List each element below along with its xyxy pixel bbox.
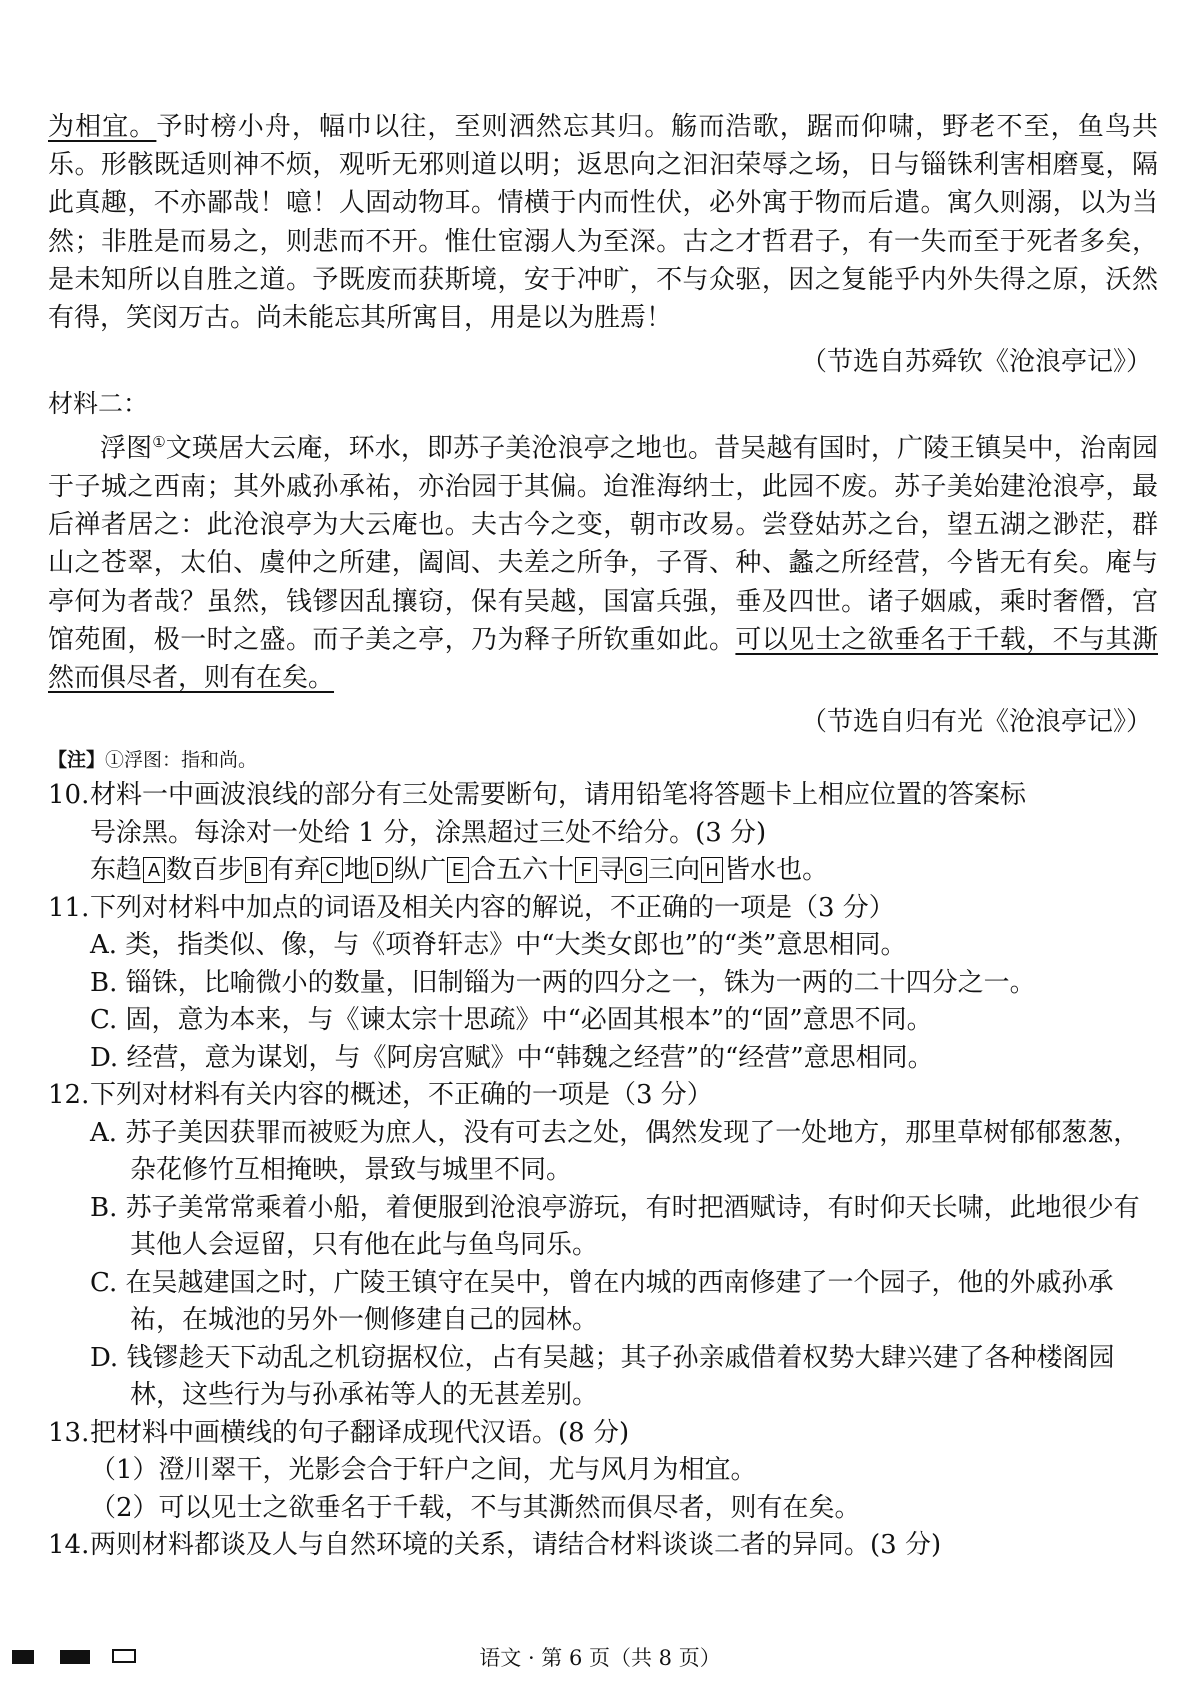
question-stem: 两则材料都谈及人与自然环境的关系，请结合材料谈谈二者的异同。(3 分) xyxy=(90,1530,942,1561)
answer-box-g[interactable]: G xyxy=(625,857,647,883)
question-number: 11. xyxy=(48,892,90,923)
option-d: D. 经营，意为谋划，与《阿房宫赋》中“韩魏之经营”的“经营”意思相同。 xyxy=(90,1042,934,1073)
segment-text: 数百步 xyxy=(166,855,245,886)
question-12 xyxy=(48,1077,1158,1115)
question-number: 13. xyxy=(48,1417,90,1448)
material1-paragraph xyxy=(48,108,1158,337)
footnote-marker: ① xyxy=(152,433,166,452)
answer-box-c[interactable]: C xyxy=(321,857,343,883)
answer-box-d[interactable]: D xyxy=(371,857,393,883)
segment-text: 东趋 xyxy=(90,855,143,886)
segment-text: 皆水也。 xyxy=(724,855,829,886)
translation-item-1: （1）澄川翠干，光影会合于轩户之间，尤与风月为相宜。 xyxy=(90,1455,757,1486)
footnote xyxy=(48,745,1158,775)
page-number: 语文 · 第 6 页（共 8 页） xyxy=(479,1646,721,1670)
option-d: D. 钱镠趁天下动乱之机窃据权位，占有吴越；其子孙亲戚借着权势大肆兴建了各种楼阁园林，这些行为与孙承祐等人的无甚差别。 xyxy=(90,1342,1115,1411)
answer-box-a[interactable]: A xyxy=(143,857,165,883)
material2-paragraph xyxy=(48,423,1158,697)
segment-text: 纵广 xyxy=(394,855,447,886)
question-13 xyxy=(48,1415,1158,1453)
question-14 xyxy=(48,1527,1158,1565)
question-stem: 下列对材料中加点的词语及相关内容的解说，不正确的一项是（3 分） xyxy=(90,892,895,923)
question-10 xyxy=(48,777,1158,815)
answer-box-b[interactable]: B xyxy=(245,857,267,883)
question-number: 12. xyxy=(48,1080,90,1111)
underlined-sentence-end: 为相宜。 xyxy=(48,112,157,142)
material1-text: 予时榜小舟，幅巾以往，至则洒然忘其归。觞而浩歌，踞而仰啸，野老不至，鱼鸟共乐。形骸既适则神不烦，观听无邪则道以明；返思向之汩汩荣辱之场，日与锱铢利害相磨戛，隔此真趣，不亦鄙哉！噫！人固动物耳。情横于内而性伏，必外寓于物而后遣。寓久则溺，以为当然；非胜是而易之，则悲而不开。惟仕宦溺人为至深。古之才哲君子，有一失而至于死者多矣，是未知所以自胜之道。予既废而获斯境，安于冲旷，不与众驱，因之复能乎内外失得之原，沃然有得，笑闵万古。尚未能忘其所寓目，用是以为胜焉！ xyxy=(48,112,1158,334)
material2-heading: 材料二： xyxy=(48,389,149,419)
segment-text: 寻 xyxy=(598,855,625,886)
option-b: B. 苏子美常常乘着小船，着便服到沧浪亭游玩，有时把酒赋诗，有时仰天长啸，此地很少有其他人会逗留，只有他在此与鱼鸟同乐。 xyxy=(90,1192,1140,1261)
segment-text: 有弃 xyxy=(268,855,321,886)
option-b: B. 锱铢，比喻微小的数量，旧制锱为一两的四分之一，铢为一两的二十四分之一。 xyxy=(90,967,1036,998)
segment-text: 地 xyxy=(344,855,371,886)
exam-page xyxy=(48,108,1158,1565)
page-footer xyxy=(0,1636,1200,1676)
note-text: ①浮图：指和尚。 xyxy=(105,749,258,772)
translation-item-2: （2）可以见士之欲垂名于千载，不与其澌然而俱尽者，则有在矣。 xyxy=(90,1492,861,1523)
question-stem: 把材料中画横线的句子翻译成现代汉语。(8 分) xyxy=(90,1417,630,1448)
note-label: 【注】 xyxy=(48,749,106,772)
answer-box-h[interactable]: H xyxy=(701,857,723,883)
material2-text-start: 浮图 xyxy=(100,433,153,464)
answer-box-e[interactable]: E xyxy=(447,857,469,883)
question-stem: 下列对材料有关内容的概述，不正确的一项是（3 分） xyxy=(90,1080,713,1111)
option-a: A. 苏子美因获罪而被贬为庶人，没有可去之处，偶然发现了一处地方，那里草树郁郁葱葱，杂花修竹互相掩映，景致与城里不同。 xyxy=(90,1117,1140,1186)
question-number: 10. xyxy=(48,780,90,811)
material1-source: （节选自苏舜钦《沧浪亭记》） xyxy=(800,347,1152,378)
option-c: C. 固，意为本来，与《谏太宗十思疏》中“必固其根本”的“固”意思不同。 xyxy=(90,1005,933,1036)
question-10-sentence xyxy=(48,852,1158,890)
material2-source: （节选自归有光《沧浪亭记》） xyxy=(800,707,1152,738)
underlined-sentence: 可以见士之欲垂名于千载，不与其澌然而俱尽者，则有在矣。 xyxy=(48,624,1158,694)
segment-text: 合五六十 xyxy=(470,855,575,886)
segment-text: 三向 xyxy=(648,855,701,886)
option-a: A. 类，指类似、像，与《项脊轩志》中“大类女郎也”的“类”意思相同。 xyxy=(90,930,907,961)
answer-box-f[interactable]: F xyxy=(575,857,597,883)
question-number: 14. xyxy=(48,1530,90,1561)
question-stem: 材料一中画波浪线的部分有三处需要断句，请用铅笔将答题卡上相应位置的答案标 xyxy=(90,780,1027,811)
question-10-stem-cont: 号涂黑。每涂对一处给 1 分，涂黑超过三处不给分。(3 分) xyxy=(90,817,767,848)
option-c: C. 在吴越建国之时，广陵王镇守在吴中，曾在内城的西南修建了一个园子，他的外戚孙承祐，在城池的另外一侧修建自己的园林。 xyxy=(90,1267,1114,1336)
material2-text-middle: 文瑛居大云庵，环水，即苏子美沧浪亭之地也。昔吴越有国时，广陵王镇吴中，治南园于子城之西南；其外戚孙承祐，亦治园于其偏。迨淮海纳士，此园不废。苏子美始建沧浪亭，最后禅者居之：此沧浪亭为大云庵也。夫古今之变，朝市改易。尝登姑苏之台，望五湖之渺茫，群山之苍翠，太伯、虞仲之所建，阖闾、夫差之所争，子胥、种、蠡之所经营，今皆无有矣。庵与亭何为者哉？虽然，钱镠因乱攘窃，保有吴越，国富兵强，垂及四世。诸子姻戚，乘时奢僭，宫馆苑囿，极一时之盛。而子美之亭，乃为释子所钦重如此。 xyxy=(48,433,1158,655)
question-11 xyxy=(48,890,1158,928)
